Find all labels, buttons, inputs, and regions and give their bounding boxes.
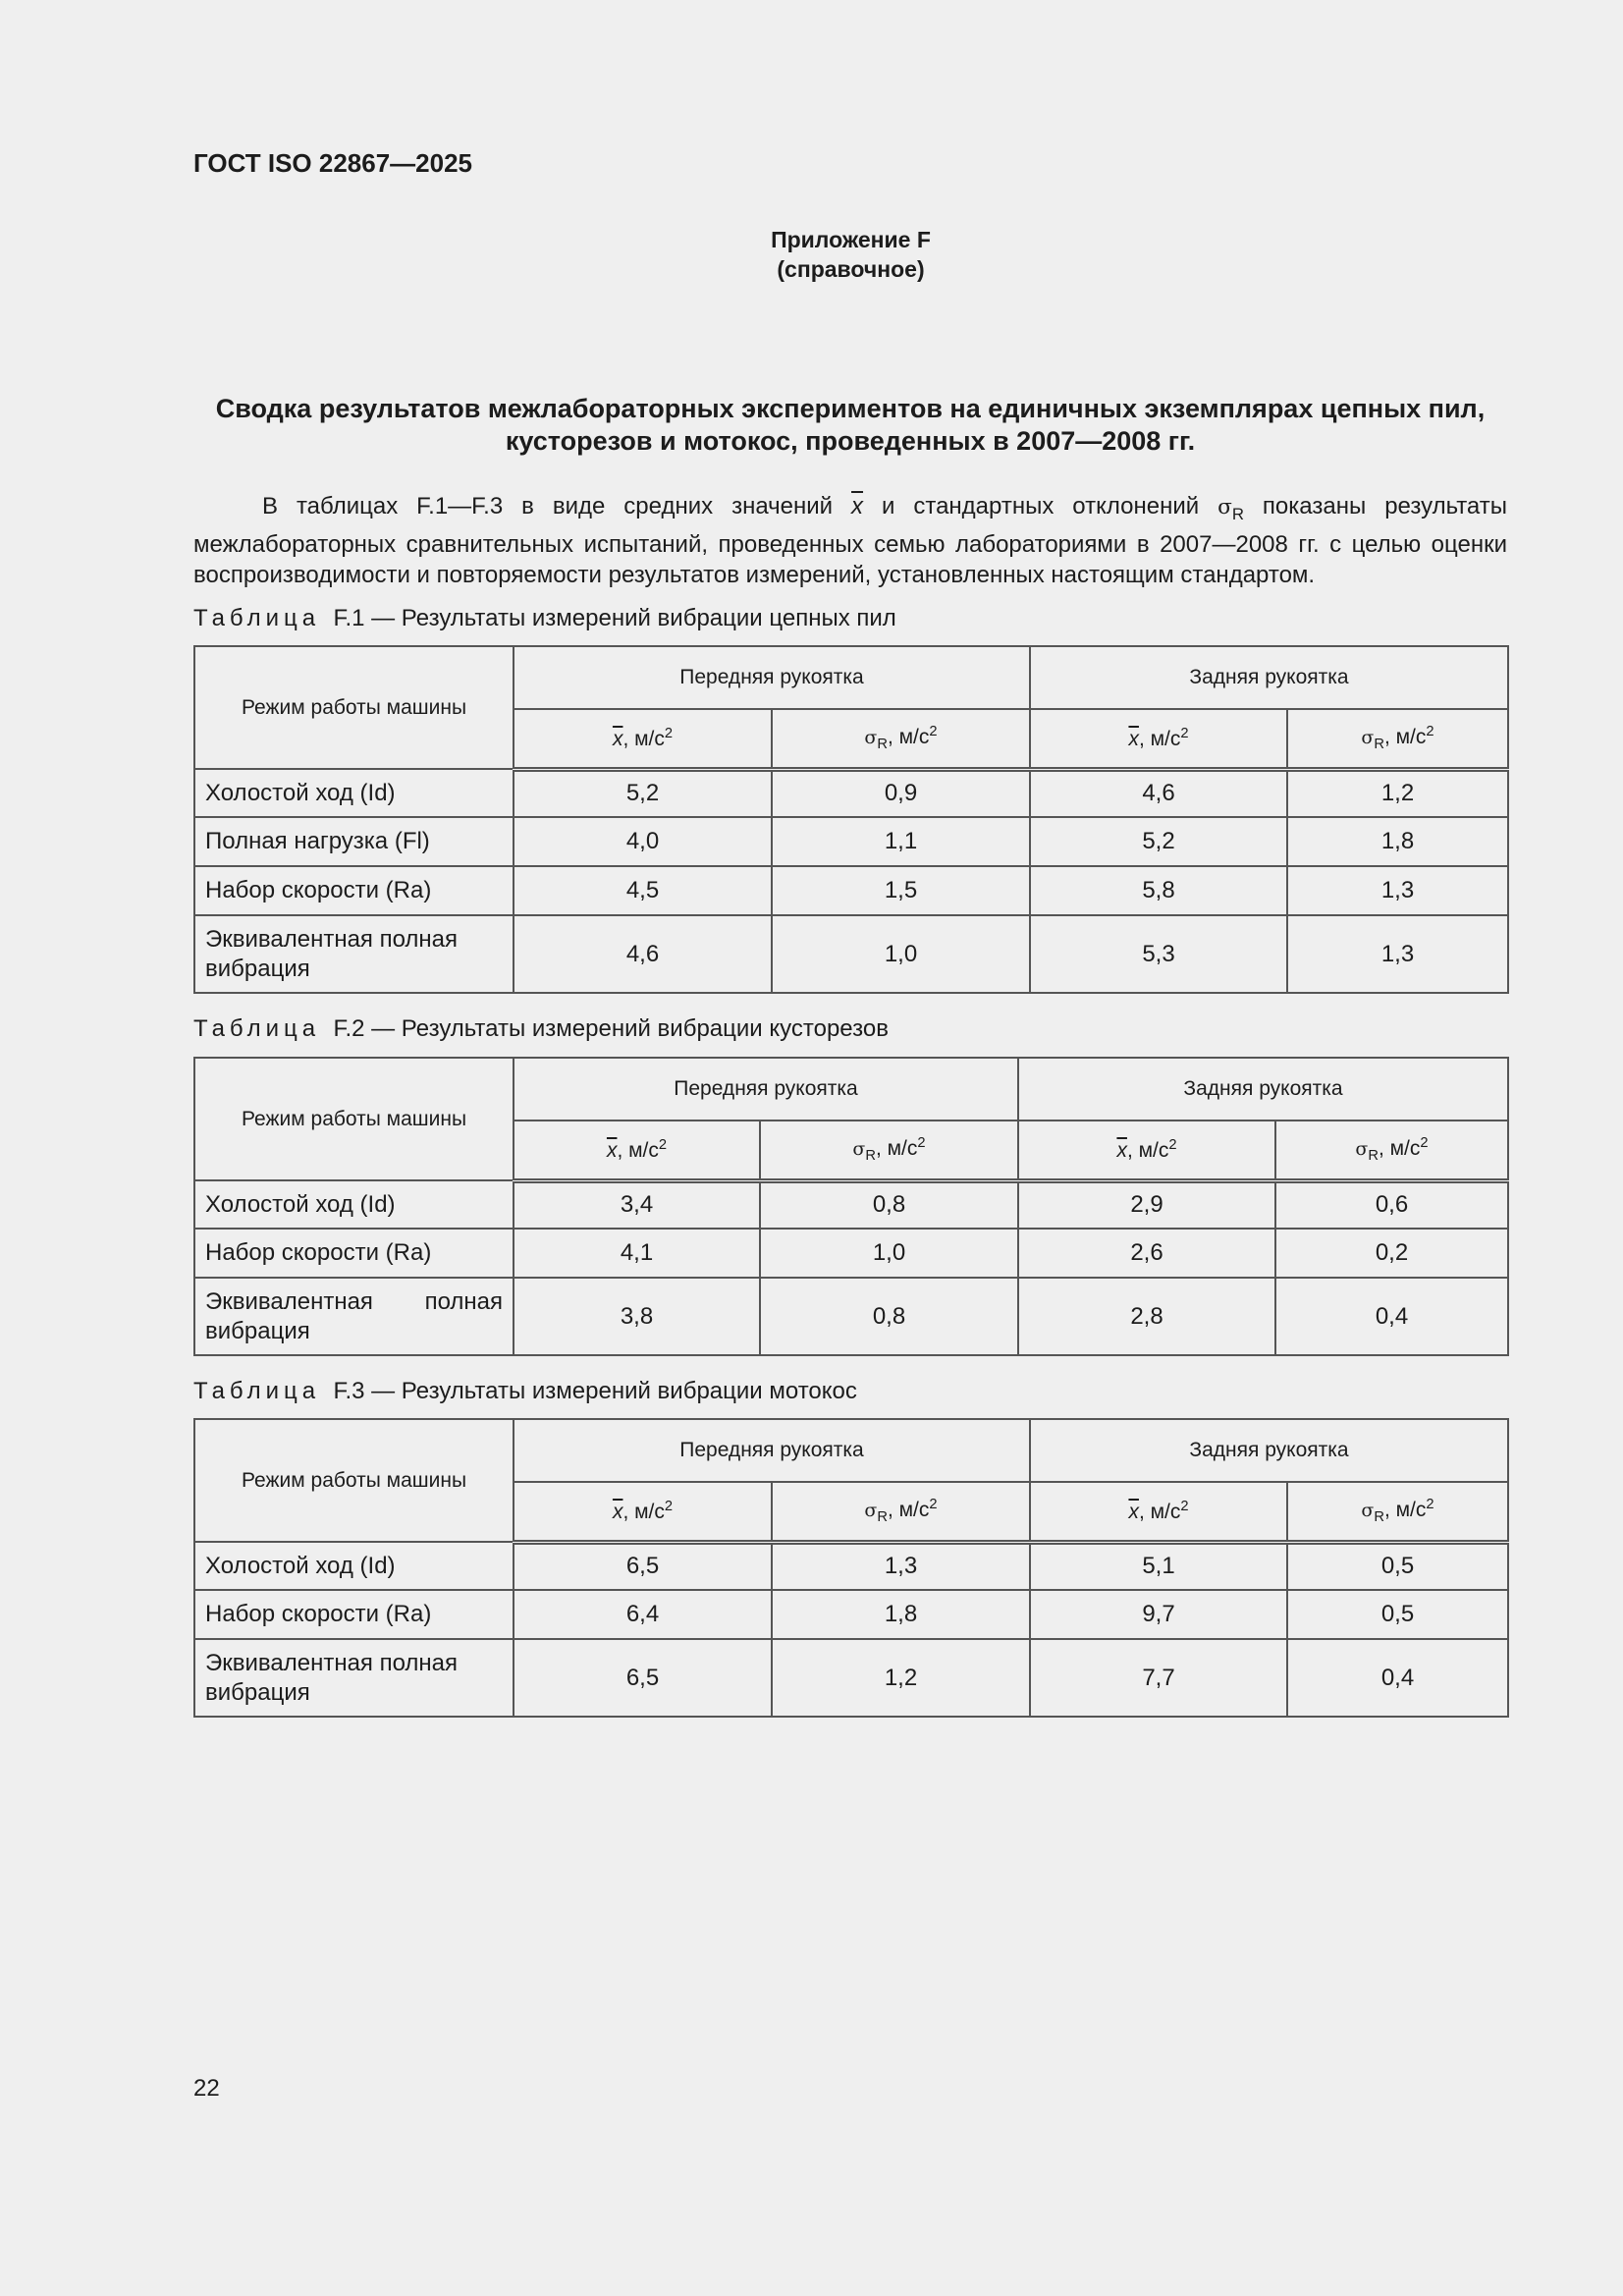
- page-number: 22: [193, 2075, 220, 2102]
- appendix-heading: [0, 225, 1623, 284]
- table-row: Эквивалентная полная вибрация 6,5 1,2 7,7 0,4: [194, 1639, 1508, 1717]
- header-rear-handle: Задняя рукоятка: [1030, 646, 1508, 709]
- header-sigma: $\sigma_R$, $м/с^2$: [772, 1482, 1030, 1542]
- header-rear-handle: Задняя рукоятка: [1030, 1419, 1508, 1482]
- table-row: Эквивалентная полная вибрация 4,6 1,0 5,3 1,3: [194, 915, 1508, 993]
- header-front-handle: Передняя рукоятка: [514, 1419, 1030, 1482]
- table-caption-f2: Таблица F.2 — Результаты измерений вибрации кусторезов: [193, 1015, 889, 1042]
- header-mean: $\overline{x}$, $м/с^2$: [1018, 1121, 1275, 1180]
- header-mode: Режим работы машины: [194, 646, 514, 769]
- header-mean: $\overline{x}$, $м/с^2$: [514, 1121, 760, 1180]
- table-f2: [193, 1057, 1509, 1356]
- document-code: ГОСТ ISO 22867—2025: [193, 148, 473, 178]
- header-sigma: $\sigma_R$, $м/с^2$: [760, 1121, 1018, 1180]
- section-title-line2: кусторезов и мотокос, проведенных в 2007—2008 гг.: [505, 426, 1196, 456]
- table-row: Набор скорости (Ra) 4,1 1,0 2,6 0,2: [194, 1229, 1508, 1278]
- intro-paragraph: В таблицах F.1—F.3 в виде средних значений $\overline{x}$ и стандартных отклонений $\sigma_R$ показаны результаты межлабораторных сравнительных испытаний, проведенных семью лабораториями в 2007—2008 гг. с целью оценки воспроизводимости и повторяемости результатов измерений, установленных настоящим стандартом.: [193, 493, 1507, 588]
- header-front-handle: Передняя рукоятка: [514, 646, 1030, 709]
- table-row: Эквивалентная полная вибрация 3,8 0,8 2,8 0,4: [194, 1278, 1508, 1355]
- header-mode: Режим работы машины: [194, 1058, 514, 1180]
- table-row: Полная нагрузка (Fl) 4,0 1,1 5,2 1,8: [194, 817, 1508, 866]
- table-row: Холостой ход (Id) 3,4 0,8 2,9 0,6: [194, 1180, 1508, 1229]
- sigma-symbol: σ: [1217, 495, 1232, 519]
- header-sigma: $\sigma_R$, $м/с^2$: [772, 709, 1030, 769]
- header-mean: $\overline{x}$, $м/с^2$: [514, 1482, 772, 1542]
- table-row: Набор скорости (Ra) 6,4 1,8 9,7 0,5: [194, 1590, 1508, 1639]
- section-title-line1: Сводка результатов межлабораторных экспериментов на единичных экземплярах цепных пил,: [215, 394, 1486, 423]
- table-f1: [193, 645, 1509, 994]
- table-caption-f1: Таблица F.1 — Результаты измерений вибрации цепных пил: [193, 605, 896, 631]
- header-sigma: $\sigma_R$, $м/с^2$: [1275, 1121, 1508, 1180]
- table-row: Холостой ход (Id) 5,2 0,9 4,6 1,2: [194, 769, 1508, 817]
- appendix-title: Приложение F: [771, 227, 931, 252]
- table-f3: [193, 1418, 1509, 1718]
- header-mean: $\overline{x}$, $м/с^2$: [1030, 709, 1287, 769]
- header-rear-handle: Задняя рукоятка: [1018, 1058, 1508, 1121]
- table-row: Холостой ход (Id) 6,5 1,3 5,1 0,5: [194, 1542, 1508, 1590]
- appendix-type: (справочное): [777, 256, 925, 282]
- header-front-handle: Передняя рукоятка: [514, 1058, 1018, 1121]
- header-mean: $\overline{x}$, $м/с^2$: [514, 709, 772, 769]
- header-sigma: $\sigma_R$, $м/с^2$: [1287, 1482, 1508, 1542]
- mean-symbol: $\overline{x}$: [851, 493, 864, 519]
- section-title: [193, 393, 1507, 458]
- header-mean: $\overline{x}$, $м/с^2$: [1030, 1482, 1287, 1542]
- table-caption-f3: Таблица F.3 — Результаты измерений вибрации мотокос: [193, 1378, 857, 1404]
- header-mode: Режим работы машины: [194, 1419, 514, 1542]
- table-row: Набор скорости (Ra) 4,5 1,5 5,8 1,3: [194, 866, 1508, 915]
- header-sigma: $\sigma_R$, $м/с^2$: [1287, 709, 1508, 769]
